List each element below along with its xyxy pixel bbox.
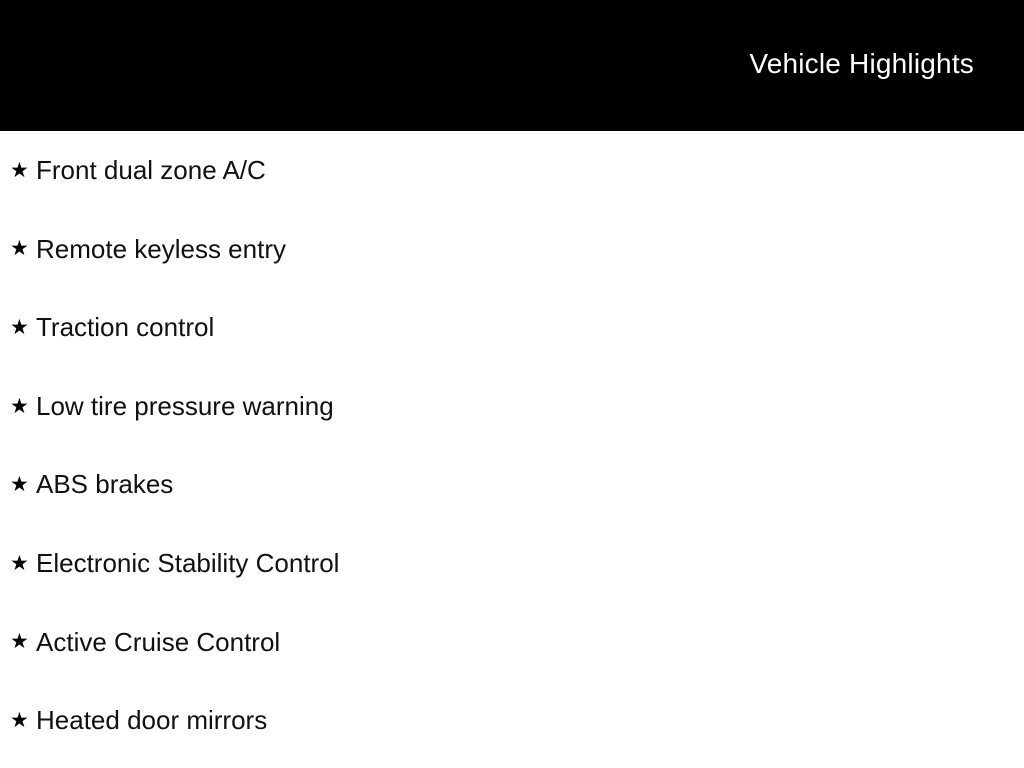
list-item-label: Electronic Stability Control	[36, 547, 340, 578]
list-item-label: Remote keyless entry	[36, 233, 286, 264]
list-item-label: Heated door mirrors	[36, 705, 268, 736]
list-item	[0, 445, 1024, 524]
star-bullet-icon: ★	[10, 157, 29, 182]
header-bar	[0, 0, 1024, 131]
list-item-label: Active Cruise Control	[36, 626, 281, 657]
list-item	[0, 681, 1024, 760]
list-item	[0, 603, 1024, 682]
list-item	[0, 367, 1024, 446]
list-item	[0, 288, 1024, 367]
star-bullet-icon: ★	[10, 236, 29, 261]
list-item-label: Low tire pressure warning	[36, 390, 334, 421]
star-bullet-icon: ★	[10, 707, 29, 732]
list-item	[0, 131, 1024, 210]
list-item	[0, 524, 1024, 603]
star-bullet-icon: ★	[10, 393, 29, 418]
star-bullet-icon: ★	[10, 629, 29, 654]
list-item-label: ABS brakes	[36, 469, 174, 500]
list-item-label: Traction control	[36, 312, 215, 343]
list-item-label: Front dual zone A/C	[36, 155, 266, 185]
star-bullet-icon: ★	[10, 550, 29, 575]
star-bullet-icon: ★	[10, 472, 29, 497]
page-title: Vehicle Highlights	[749, 48, 974, 79]
vehicle-highlights-list	[0, 131, 1024, 760]
list-item	[0, 210, 1024, 289]
star-bullet-icon: ★	[10, 314, 29, 339]
